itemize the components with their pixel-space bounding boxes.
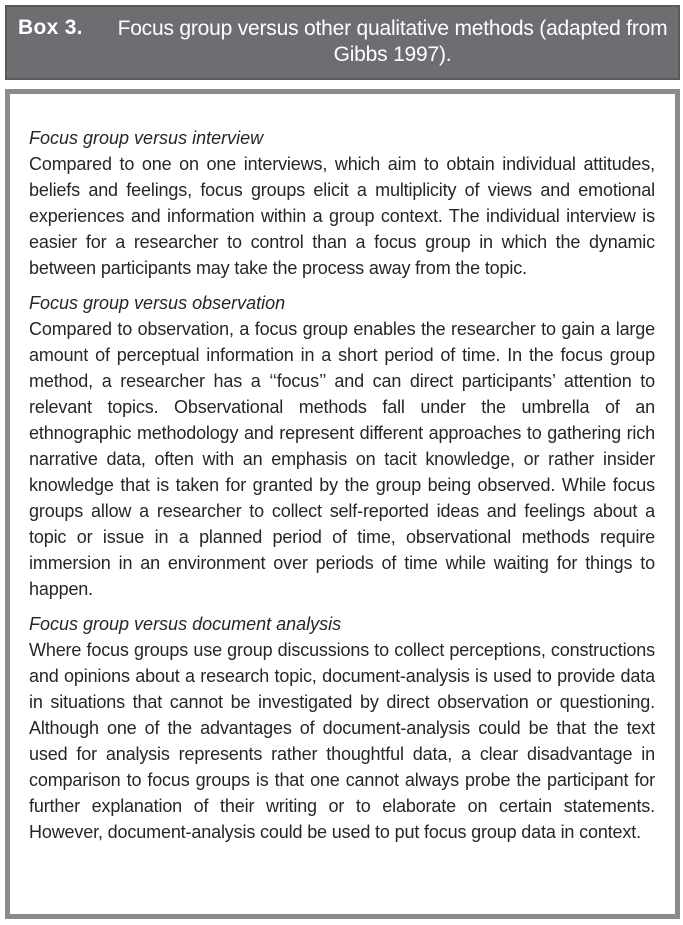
box-title: Focus group versus other qualitative methods (adapted from Gibbs 1997). — [117, 17, 668, 66]
box-content — [29, 125, 655, 854]
box-header — [5, 5, 680, 80]
section-heading: Focus group versus document analysis — [29, 614, 342, 634]
section-heading: Focus group versus interview — [29, 128, 264, 148]
section-observation — [29, 290, 655, 602]
section-interview — [29, 125, 655, 281]
section-body: Compared to observation, a focus group enables the researcher to gain a large amount of perceptual information in a short period of time. In the focus group method, a researcher has a ‘‘focus’’ and can direct participants’ attention to relevant topics. Observational methods fall under the umbrella of an ethnographic methodology and represent different approaches to gathering rich narrative data, often with an emphasis on tacit knowledge, or rather insider knowledge that is taken for granted by the group being observed. While focus groups allow a researcher to collect self-reported ideas and feelings about a topic or issue in a planned period of time, observational methods require immersion in an environment over periods of time while waiting for things to happen. — [29, 319, 655, 599]
box-label: Box 3. — [18, 16, 83, 39]
section-body: Where focus groups use group discussions to collect perceptions, constructions and opinions about a research topic, document-analysis is used to provide data in situations that cannot be investigated by direct observation or questioning. Although one of the advantages of document-analysis could be that the text used for analysis represents rather thoughtful data, a clear disadvantage in comparison to focus groups is that one cannot always probe the participant for further explanation of their writing or to elaborate on certain statements. However, document-analysis could be used to put focus group data in context. — [29, 640, 655, 842]
section-body: Compared to one on one interviews, which aim to obtain individual attitudes, beliefs and feelings, focus groups elicit a multiplicity of views and emotional experiences and information within a group context. The individual interview is easier for a researcher to control than a focus group in which the dynamic between participants may take the process away from the topic. — [29, 154, 655, 278]
box-panel — [5, 89, 680, 919]
section-document-analysis — [29, 611, 655, 845]
section-heading: Focus group versus observation — [29, 293, 286, 313]
